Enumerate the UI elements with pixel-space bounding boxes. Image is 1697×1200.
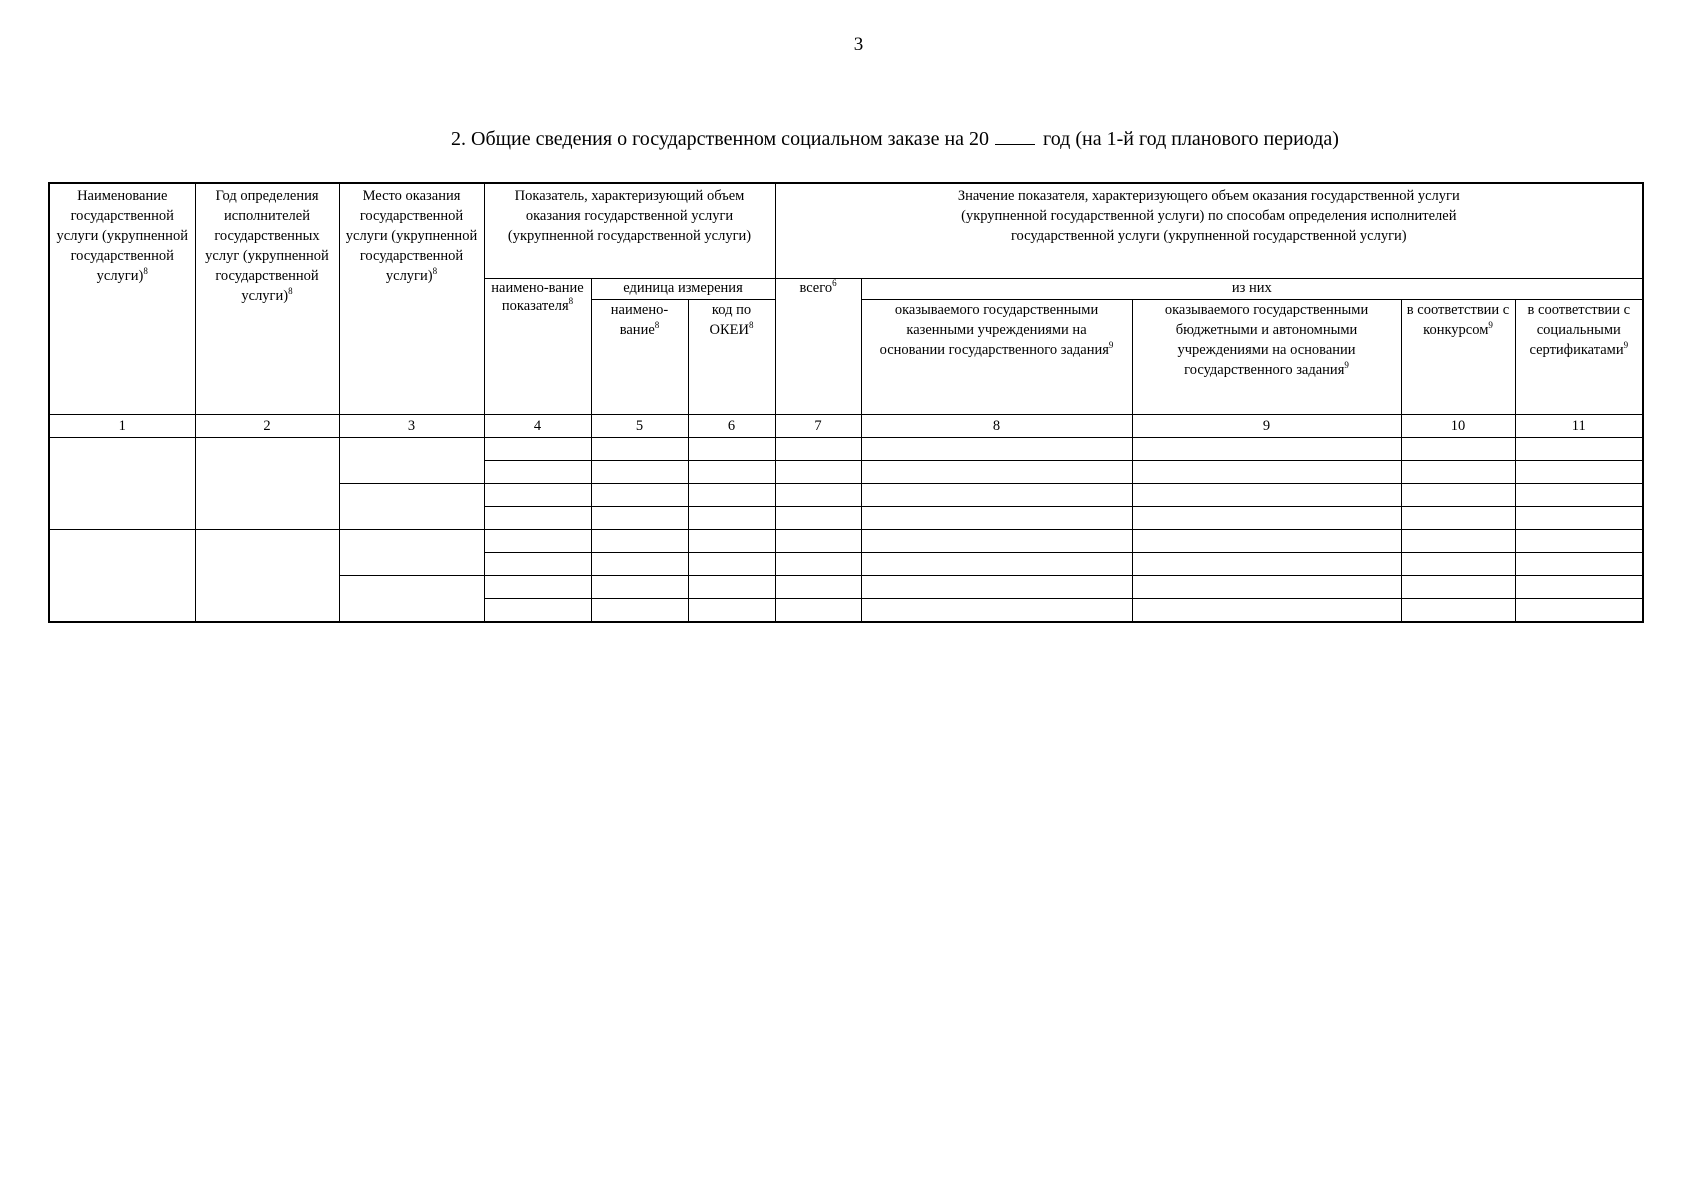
state-owned-cell[interactable] xyxy=(861,553,1132,576)
section-title xyxy=(451,126,1339,151)
competition-cell[interactable] xyxy=(1401,599,1515,623)
budget-autonomous-cell[interactable] xyxy=(1132,599,1401,623)
competition-cell[interactable] xyxy=(1401,507,1515,530)
budget-autonomous-cell[interactable] xyxy=(1132,553,1401,576)
column-number: 11 xyxy=(1515,415,1643,438)
header-total: всего$^6$ xyxy=(775,279,861,415)
year-cell[interactable] xyxy=(195,530,339,623)
header-okei-code: код по ОКЕИ$^8$ xyxy=(688,300,775,415)
competition-cell[interactable] xyxy=(1401,553,1515,576)
indicator-name-cell[interactable] xyxy=(484,576,591,599)
service-name-cell[interactable] xyxy=(49,530,195,623)
indicator-name-cell[interactable] xyxy=(484,507,591,530)
unit-name-cell[interactable] xyxy=(591,576,688,599)
title-suffix: год (на 1-й год планового периода) xyxy=(1043,128,1339,150)
certificates-cell[interactable] xyxy=(1515,484,1643,507)
certificates-cell[interactable] xyxy=(1515,530,1643,553)
budget-autonomous-cell[interactable] xyxy=(1132,576,1401,599)
header-year: Год определения исполнителей государственных услуг (укрупненной государственной услуги)$^8$ xyxy=(195,183,339,415)
certificates-cell[interactable] xyxy=(1515,576,1643,599)
unit-name-cell[interactable] xyxy=(591,484,688,507)
total-cell[interactable] xyxy=(775,507,861,530)
header-value-group: Значение показателя, характеризующего объем оказания государственной услуги (укрупненной государственной услуги) по способам определения исполнителей государственной услуги (укрупненной государственной услуги) xyxy=(775,183,1643,279)
header-state-owned: оказываемого государственными казенными учреждениями на основании государственного задания$^9$ xyxy=(861,300,1132,415)
indicator-name-cell[interactable] xyxy=(484,553,591,576)
header-unit-name: наимено-вание$^8$ xyxy=(591,300,688,415)
state-owned-cell[interactable] xyxy=(861,530,1132,553)
budget-autonomous-cell[interactable] xyxy=(1132,461,1401,484)
header-of-which: из них xyxy=(861,279,1643,300)
total-cell[interactable] xyxy=(775,461,861,484)
okei-code-cell[interactable] xyxy=(688,438,775,461)
column-number: 4 xyxy=(484,415,591,438)
unit-name-cell[interactable] xyxy=(591,553,688,576)
budget-autonomous-cell[interactable] xyxy=(1132,507,1401,530)
total-cell[interactable] xyxy=(775,576,861,599)
competition-cell[interactable] xyxy=(1401,438,1515,461)
okei-code-cell[interactable] xyxy=(688,461,775,484)
header-unit-group: единица измерения xyxy=(591,279,775,300)
header-service-name: Наименование государственной услуги (укрупненной государственной услуги)$^8$ xyxy=(49,183,195,415)
column-number: 1 xyxy=(49,415,195,438)
indicator-name-cell[interactable] xyxy=(484,530,591,553)
okei-code-cell[interactable] xyxy=(688,576,775,599)
competition-cell[interactable] xyxy=(1401,461,1515,484)
header-indicator-group: Показатель, характеризующий объем оказания государственной услуги (укрупненной государственной услуги) xyxy=(484,183,775,279)
okei-code-cell[interactable] xyxy=(688,507,775,530)
budget-autonomous-cell[interactable] xyxy=(1132,484,1401,507)
column-number: 8 xyxy=(861,415,1132,438)
title-prefix: 2. Общие сведения о государственном социальном заказе на 20 xyxy=(451,128,990,150)
column-number: 7 xyxy=(775,415,861,438)
state-owned-cell[interactable] xyxy=(861,576,1132,599)
unit-name-cell[interactable] xyxy=(591,599,688,623)
state-owned-cell[interactable] xyxy=(861,438,1132,461)
place-cell[interactable] xyxy=(339,530,484,576)
year-cell[interactable] xyxy=(195,438,339,530)
column-number: 9 xyxy=(1132,415,1401,438)
header-budget-autonomous: оказываемого государственными бюджетными и автономными учреждениями на основании государственного задания$^9$ xyxy=(1132,300,1401,415)
certificates-cell[interactable] xyxy=(1515,599,1643,623)
budget-autonomous-cell[interactable] xyxy=(1132,438,1401,461)
header-competition: в соответствии с конкурсом$^9$ xyxy=(1401,300,1515,415)
indicator-name-cell[interactable] xyxy=(484,484,591,507)
competition-cell[interactable] xyxy=(1401,530,1515,553)
state-owned-cell[interactable] xyxy=(861,484,1132,507)
budget-autonomous-cell[interactable] xyxy=(1132,530,1401,553)
certificates-cell[interactable] xyxy=(1515,461,1643,484)
certificates-cell[interactable] xyxy=(1515,438,1643,461)
okei-code-cell[interactable] xyxy=(688,599,775,623)
okei-code-cell[interactable] xyxy=(688,553,775,576)
okei-code-cell[interactable] xyxy=(688,484,775,507)
certificates-cell[interactable] xyxy=(1515,507,1643,530)
state-owned-cell[interactable] xyxy=(861,461,1132,484)
column-number: 10 xyxy=(1401,415,1515,438)
certificates-cell[interactable] xyxy=(1515,553,1643,576)
unit-name-cell[interactable] xyxy=(591,507,688,530)
total-cell[interactable] xyxy=(775,599,861,623)
place-cell[interactable] xyxy=(339,484,484,530)
state-owned-cell[interactable] xyxy=(861,599,1132,623)
indicator-name-cell[interactable] xyxy=(484,599,591,623)
column-number: 5 xyxy=(591,415,688,438)
column-number: 2 xyxy=(195,415,339,438)
social-order-table xyxy=(48,182,1644,623)
year-blank-field[interactable] xyxy=(995,126,1035,145)
place-cell[interactable] xyxy=(339,576,484,623)
unit-name-cell[interactable] xyxy=(591,461,688,484)
state-owned-cell[interactable] xyxy=(861,507,1132,530)
service-name-cell[interactable] xyxy=(49,438,195,530)
total-cell[interactable] xyxy=(775,484,861,507)
header-indicator-name: наимено-вание показателя$^8$ xyxy=(484,279,591,415)
unit-name-cell[interactable] xyxy=(591,438,688,461)
page-number: 3 xyxy=(853,34,864,55)
indicator-name-cell[interactable] xyxy=(484,461,591,484)
column-number: 6 xyxy=(688,415,775,438)
total-cell[interactable] xyxy=(775,553,861,576)
total-cell[interactable] xyxy=(775,438,861,461)
unit-name-cell[interactable] xyxy=(591,530,688,553)
column-number: 3 xyxy=(339,415,484,438)
place-cell[interactable] xyxy=(339,438,484,484)
header-certificates: в соответствии с социальными сертификатами$^9$ xyxy=(1515,300,1643,415)
competition-cell[interactable] xyxy=(1401,576,1515,599)
header-place: Место оказания государственной услуги (укрупненной государственной услуги)$^8$ xyxy=(339,183,484,415)
indicator-name-cell[interactable] xyxy=(484,438,591,461)
total-cell[interactable] xyxy=(775,530,861,553)
competition-cell[interactable] xyxy=(1401,484,1515,507)
okei-code-cell[interactable] xyxy=(688,530,775,553)
